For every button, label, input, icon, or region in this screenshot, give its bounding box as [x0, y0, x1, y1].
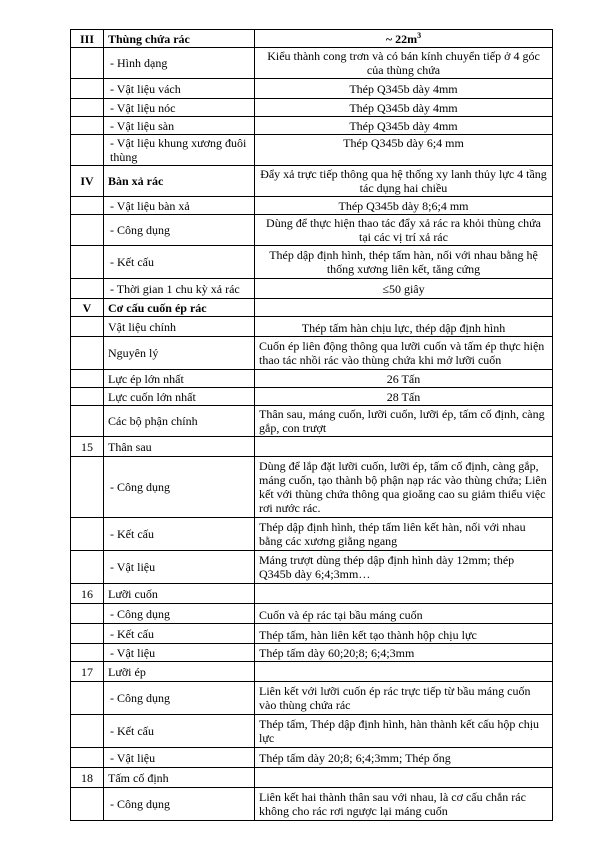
row-number [71, 48, 104, 79]
row-label: Các bộ phận chính [104, 406, 255, 437]
row-label: - Công dụng [104, 788, 255, 821]
table-row [71, 317, 553, 337]
table-row [71, 604, 553, 624]
row-value: Thép tấm hàn chịu lực, thép dập định hình [255, 317, 553, 337]
row-value: Thép dập định hình, thép tấm hàn, nối với nhau bằng hệ thống xương liên kết, tăng cứng [255, 246, 553, 279]
table-row [71, 682, 553, 715]
row-value: Thép tấm, Thép dập định hình, hàn thành kết cấu hộp chịu lực [255, 715, 553, 748]
row-label: - Công dụng [104, 604, 255, 624]
row-value [255, 662, 553, 682]
section-row [71, 30, 553, 48]
row-value: ≤50 giây [255, 279, 553, 299]
row-label: - Vật liệu sàn [104, 117, 255, 135]
row-number [71, 644, 104, 662]
row-label: Nguyên lý [104, 337, 255, 370]
row-value: Thép Q345b dày 8;6;4 mm [255, 197, 553, 215]
row-value: Thép dập định hình, thép tấm liên kết hàn, nối với nhau bằng các xương giằng ngang [255, 518, 553, 551]
table-row [71, 388, 553, 406]
spec-table [70, 29, 553, 821]
row-label: Bàn xả rác [104, 166, 255, 197]
row-number [71, 715, 104, 748]
row-number [71, 388, 104, 406]
row-number [71, 457, 104, 518]
table-row [71, 135, 553, 166]
row-label: Thùng chứa rác [104, 30, 255, 48]
row-value [255, 299, 553, 317]
row-number [71, 337, 104, 370]
row-number [71, 117, 104, 135]
row-number [71, 197, 104, 215]
table-row [71, 551, 553, 584]
row-value: Liên kết với lưỡi cuốn ép rác trực tiếp từ bầu máng cuốn vào thùng chứa rác [255, 682, 553, 715]
row-label: - Vật liệu [104, 748, 255, 768]
row-value: Liên kết hai thành thân sau với nhau, là cơ cấu chắn rác không cho rác rơi ngược lại máng cuốn [255, 788, 553, 821]
row-number: 15 [71, 437, 104, 457]
row-number [71, 682, 104, 715]
row-number: 18 [71, 768, 104, 788]
row-value: Thép tấm, hàn liên kết tạo thành hộp chịu lực [255, 624, 553, 644]
row-label: - Công dụng [104, 215, 255, 246]
row-value: Thân sau, máng cuốn, lưỡi cuốn, lưỡi ép, tấm cố định, càng gắp, con trượt [255, 406, 553, 437]
row-number [71, 624, 104, 644]
row-label: Tấm cố định [104, 768, 255, 788]
row-label: Lực ép lớn nhất [104, 370, 255, 388]
table-row [71, 48, 553, 79]
row-label: - Công dụng [104, 457, 255, 518]
row-label: Thân sau [104, 437, 255, 457]
row-value: Thép Q345b dày 4mm [255, 79, 553, 99]
row-number [71, 748, 104, 768]
row-value: Thép Q345b dày 6;4 mm [255, 135, 553, 166]
row-label: - Vật liệu bàn xả [104, 197, 255, 215]
row-label: - Kết cấu [104, 518, 255, 551]
row-value: Kiểu thành cong trơn và có bán kính chuyển tiếp ở 4 góc của thùng chứa [255, 48, 553, 79]
table-row [71, 624, 553, 644]
row-value [255, 768, 553, 788]
table-row [71, 117, 553, 135]
table-row [71, 788, 553, 821]
row-label: - Kết cấu [104, 715, 255, 748]
row-value: Cuốn ép liên động thông qua lưỡi cuốn và tấm ép thực hiện thao tác nhồi rác vào thùng chứa khi mở lưỡi cuốn [255, 337, 553, 370]
row-number [71, 317, 104, 337]
row-number [71, 135, 104, 166]
row-value: Thép Q345b dày 4mm [255, 99, 553, 117]
row-value-text: ~ 22m [385, 31, 418, 46]
row-number: 17 [71, 662, 104, 682]
table-row [71, 197, 553, 215]
row-label: - Kết cấu [104, 246, 255, 279]
row-value: Thép tấm dày 20;8; 6;4;3mm; Thép ống [255, 748, 553, 768]
table-row [71, 644, 553, 662]
row-label: Vật liệu chính [104, 317, 255, 337]
row-label: - Vật liệu nóc [104, 99, 255, 117]
row-number: III [71, 30, 104, 48]
row-number [71, 370, 104, 388]
row-value: Dùng để lắp đặt lưỡi cuốn, lưỡi ép, tấm cố định, càng gắp, máng cuốn, tạo thành bộ phận nạp rác vào thùng chứa; Liên kết với thùng chứa thông qua gioăng cao su giảm thiểu việc rơi nước rác. [255, 457, 553, 518]
row-number [71, 518, 104, 551]
superscript: 3 [417, 30, 422, 40]
row-number [71, 279, 104, 299]
row-number: IV [71, 166, 104, 197]
row-label: - Thời gian 1 chu kỳ xả rác [104, 279, 255, 299]
row-label: - Vật liệu vách [104, 79, 255, 99]
table-row [71, 215, 553, 246]
row-value: Thép Q345b dày 4mm [255, 117, 553, 135]
section-row [71, 299, 553, 317]
row-number [71, 788, 104, 821]
spec-document [70, 29, 553, 821]
table-row [71, 457, 553, 518]
row-value [255, 437, 553, 457]
table-row [71, 768, 553, 788]
row-value: Cuốn và ép rác tại bầu máng cuốn [255, 604, 553, 624]
row-label: - Hình dạng [104, 48, 255, 79]
row-number [71, 99, 104, 117]
section-row [71, 166, 553, 197]
row-number: 16 [71, 584, 104, 604]
row-number [71, 246, 104, 279]
row-label: Cơ cấu cuốn ép rác [104, 299, 255, 317]
row-label: Lưỡi ép [104, 662, 255, 682]
table-row [71, 370, 553, 388]
table-row [71, 584, 553, 604]
row-label: Lưỡi cuốn [104, 584, 255, 604]
table-row [71, 279, 553, 299]
table-row [71, 748, 553, 768]
row-label: - Vật liệu [104, 551, 255, 584]
row-label: - Vật liệu [104, 644, 255, 662]
row-value: Đẩy xả trực tiếp thông qua hệ thống xy lanh thủy lực 4 tầng tác dụng hai chiều [255, 166, 553, 197]
row-value: Máng trượt dùng thép dập định hình dày 12mm; thép Q345b dày 6;4;3mm… [255, 551, 553, 584]
row-number [71, 551, 104, 584]
table-row [71, 337, 553, 370]
table-row [71, 437, 553, 457]
row-number: V [71, 299, 104, 317]
row-value [255, 30, 553, 48]
row-label: - Vật liệu khung xương đuôi thùng [104, 135, 255, 166]
table-row [71, 99, 553, 117]
row-value [255, 584, 553, 604]
table-row [71, 518, 553, 551]
row-number [71, 406, 104, 437]
row-value: 28 Tấn [255, 388, 553, 406]
row-number [71, 604, 104, 624]
table-row [71, 246, 553, 279]
row-value: 26 Tấn [255, 370, 553, 388]
table-row [71, 715, 553, 748]
row-value: Dùng để thực hiện thao tác đẩy xả rác ra khỏi thùng chứa tại các vị trí xả rác [255, 215, 553, 246]
row-value: Thép tấm dày 60;20;8; 6;4;3mm [255, 644, 553, 662]
table-row [71, 79, 553, 99]
table-row [71, 406, 553, 437]
table-row [71, 662, 553, 682]
row-number [71, 215, 104, 246]
row-label: - Công dụng [104, 682, 255, 715]
row-number [71, 79, 104, 99]
row-label: Lực cuốn lớn nhất [104, 388, 255, 406]
row-label: - Kết cấu [104, 624, 255, 644]
